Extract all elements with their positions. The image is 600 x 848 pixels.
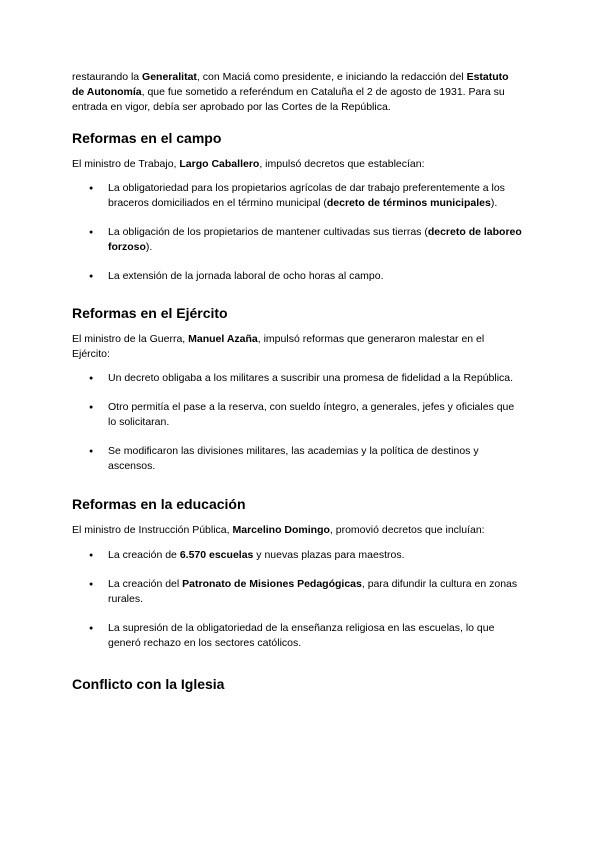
campo-lead: El ministro de Trabajo, Largo Caballero, impulsó decretos que establecían: [72,158,425,170]
list-item: ● La supresión de la obligatoriedad de la enseñanza religiosa en las escuelas, lo que generó rechazo en los sectores católicos. [72,621,522,651]
educacion-list [72,548,522,651]
list-item: ● Se modificaron las divisiones militares, las academias y la política de destinos y ascensos. [72,444,522,474]
list-item: ● La extensión de la jornada laboral de ocho horas al campo. [72,269,522,284]
heading-educacion: Reformas en la educación [72,496,246,512]
heading-iglesia: Conflicto con la Iglesia [72,676,225,692]
ejercito-list [72,371,522,474]
document-page [72,70,522,693]
heading-ejercito: Reformas en el Ejército [72,305,228,321]
ejercito-lead: El ministro de la Guerra, Manuel Azaña, impulsó reformas que generaron malestar en el Ejército: [72,333,485,360]
intro-paragraph: restaurando la Generalitat, con Maciá como presidente, e iniciando la redacción del Estatuto de Autonomía, que fue sometido a referéndum en Cataluña el 2 de agosto de 1931. Para su entrada en vigor, debía ser aprobado por las Cortes de la República. [72,71,509,113]
list-item: ● Un decreto obligaba a los militares a suscribir una promesa de fidelidad a la República. [72,371,522,386]
list-item: ● Otro permitía el pase a la reserva, con sueldo íntegro, a generales, jefes y oficiales que lo solicitaran. [72,400,522,430]
heading-campo: Reformas en el campo [72,130,222,146]
list-item: ● La obligatoriedad para los propietarios agrícolas de dar trabajo preferentemente a los braceros domiciliados en el término municipal (decreto de términos municipales). [72,181,522,211]
campo-list [72,181,522,284]
educacion-lead: El ministro de Instrucción Pública, Marcelino Domingo, promovió decretos que incluían: [72,524,485,536]
list-item: ● La creación de 6.570 escuelas y nuevas plazas para maestros. [72,548,522,563]
list-item: ● La obligación de los propietarios de mantener cultivadas sus tierras (decreto de laboreo forzoso). [72,225,522,255]
list-item: ● La creación del Patronato de Misiones Pedagógicas, para difundir la cultura en zonas rurales. [72,577,522,607]
